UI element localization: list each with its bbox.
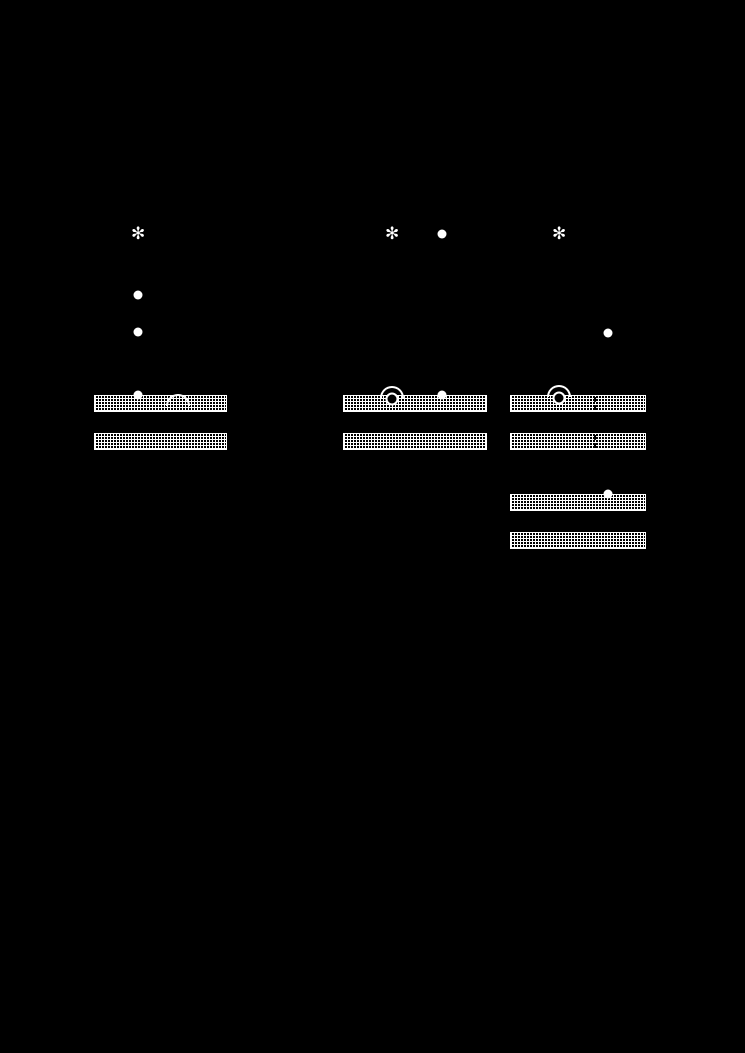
marker-dot-right-2 <box>604 490 613 499</box>
band-right-upper <box>510 395 646 412</box>
marker-dot-middle-2 <box>438 391 447 400</box>
marker-ring-right <box>553 392 566 405</box>
marker-dot-left-3 <box>134 391 143 400</box>
ring-icon <box>386 393 399 406</box>
marker-dot-middle-1 <box>438 230 447 239</box>
band-left-upper <box>94 395 227 412</box>
dot-icon <box>134 328 143 337</box>
marker-star-right <box>552 224 567 244</box>
dot-icon <box>604 490 613 499</box>
band-right-lower <box>510 433 646 450</box>
star-icon: ✻ <box>385 224 400 244</box>
marker-dot-left-2 <box>134 328 143 337</box>
marker-dot-left-1 <box>134 291 143 300</box>
marker-dot-right-1 <box>604 329 613 338</box>
marker-star-middle <box>385 224 400 244</box>
band-right-third <box>510 494 646 511</box>
band-middle-upper <box>343 395 487 412</box>
dot-icon <box>604 329 613 338</box>
ring-icon <box>553 392 566 405</box>
marker-ring-middle <box>386 393 399 406</box>
star-icon: ✻ <box>552 224 567 244</box>
arc-icon <box>166 394 190 406</box>
dot-icon <box>438 391 447 400</box>
band-middle-lower <box>343 433 487 450</box>
dot-icon <box>438 230 447 239</box>
marker-arc-left <box>166 394 190 406</box>
star-icon: ✻ <box>131 224 146 244</box>
dot-icon <box>134 391 143 400</box>
dot-icon <box>134 291 143 300</box>
marker-star-left <box>131 224 146 244</box>
band-right-fourth <box>510 532 646 549</box>
band-left-lower <box>94 433 227 450</box>
